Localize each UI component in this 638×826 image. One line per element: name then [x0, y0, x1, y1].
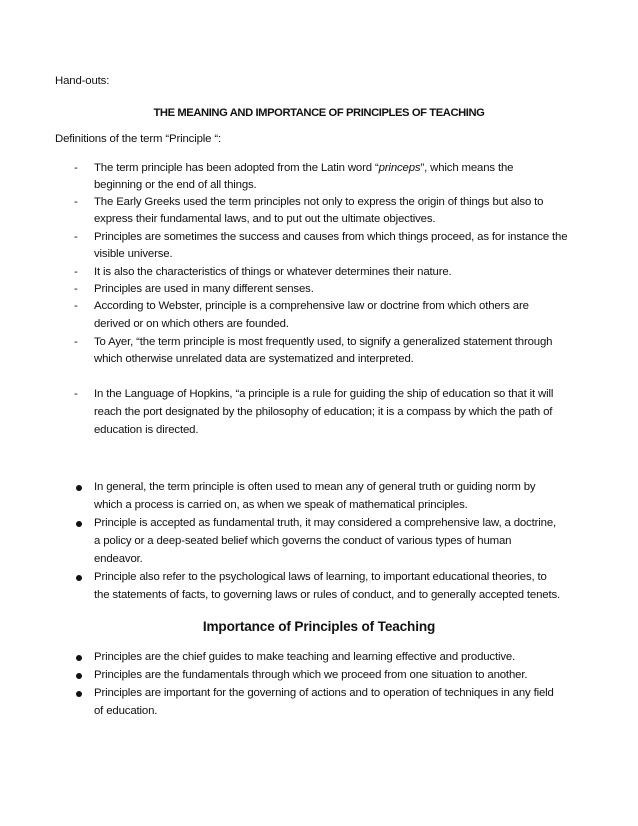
- bullet-dot-icon: [76, 691, 82, 697]
- dash-marker: -: [74, 196, 78, 208]
- list-item-line: Principles are sometimes the success and causes from which things proceed, as for instance the: [94, 231, 568, 243]
- list-item-line: Principles are used in many different senses.: [94, 283, 314, 295]
- list-item-line: The Early Greeks used the term principles not only to express the origin of things but also to: [94, 196, 544, 208]
- dash-marker: -: [74, 162, 78, 174]
- list-item-line: education is directed.: [94, 424, 199, 436]
- dash-marker: -: [74, 283, 78, 295]
- dash-marker: -: [74, 266, 78, 278]
- bullet-dot-icon: [76, 521, 82, 527]
- latin-term: princeps: [378, 162, 421, 174]
- list-item-line: endeavor.: [94, 553, 143, 565]
- list-item-line: Principles are the fundamentals through which we proceed from one situation to another.: [94, 669, 528, 681]
- list-item-line: derived or on which others are founded.: [94, 318, 289, 330]
- dash-marker: -: [74, 388, 78, 400]
- dash-marker: -: [74, 336, 78, 348]
- list-item-line: which otherwise unrelated data are systematized and interpreted.: [94, 353, 414, 365]
- dash-marker: -: [74, 231, 78, 243]
- list-item-line: In the Language of Hopkins, “a principle is a rule for guiding the ship of education so that it will: [94, 388, 554, 400]
- list-item-line: Principle is accepted as fundamental truth, it may considered a comprehensive law, a doctrine,: [94, 517, 557, 529]
- list-item-line: It is also the characteristics of things or whatever determines their nature.: [94, 266, 452, 278]
- list-item-line: which a process is carried on, as when we speak of mathematical principles.: [94, 499, 468, 511]
- list-item-line: To Ayer, “the term principle is most frequently used, to signify a generalized statement through: [94, 336, 553, 348]
- list-item-line: Principles are the chief guides to make teaching and learning effective and productive.: [94, 651, 516, 663]
- list-item-line: a policy or a deep-seated belief which governs the conduct of various types of human: [94, 535, 512, 547]
- list-item-line: of education.: [94, 705, 158, 717]
- list-item-line: the statements of facts, to governing laws or rules of conduct, and to generally accepted tenets.: [94, 589, 561, 601]
- list-item-line: In general, the term principle is often used to mean any of general truth or guiding norm by: [94, 481, 536, 493]
- list-item-line: express their fundamental laws, and to put out the ultimate objectives.: [94, 213, 436, 225]
- dash-marker: -: [74, 300, 78, 312]
- bullet-dot-icon: [76, 575, 82, 581]
- bullet-dot-icon: [76, 485, 82, 491]
- handouts-label: Hand-outs:: [55, 75, 110, 87]
- list-item-line: According to Webster, principle is a comprehensive law or doctrine from which others are: [94, 300, 529, 312]
- document-title: THE MEANING AND IMPORTANCE OF PRINCIPLES OF TEACHING: [153, 107, 485, 119]
- definitions-heading: Definitions of the term “Principle “:: [55, 133, 222, 145]
- bullet-dot-icon: [76, 673, 82, 679]
- list-item-line: reach the port designated by the philosophy of education; it is a compass by which the path of: [94, 406, 553, 418]
- bullet-dot-icon: [76, 655, 82, 661]
- list-item-line: beginning or the end of all things.: [94, 179, 257, 191]
- importance-heading: Importance of Principles of Teaching: [202, 619, 436, 634]
- list-item-line: The term principle has been adopted from the Latin word “princeps”, which means the: [94, 162, 514, 174]
- list-item-line: visible universe.: [94, 248, 173, 260]
- list-item-line: Principle also refer to the psychological laws of learning, to important educational theories, to: [94, 571, 547, 583]
- list-item-line: Principles are important for the governing of actions and to operation of techniques in any field: [94, 687, 554, 699]
